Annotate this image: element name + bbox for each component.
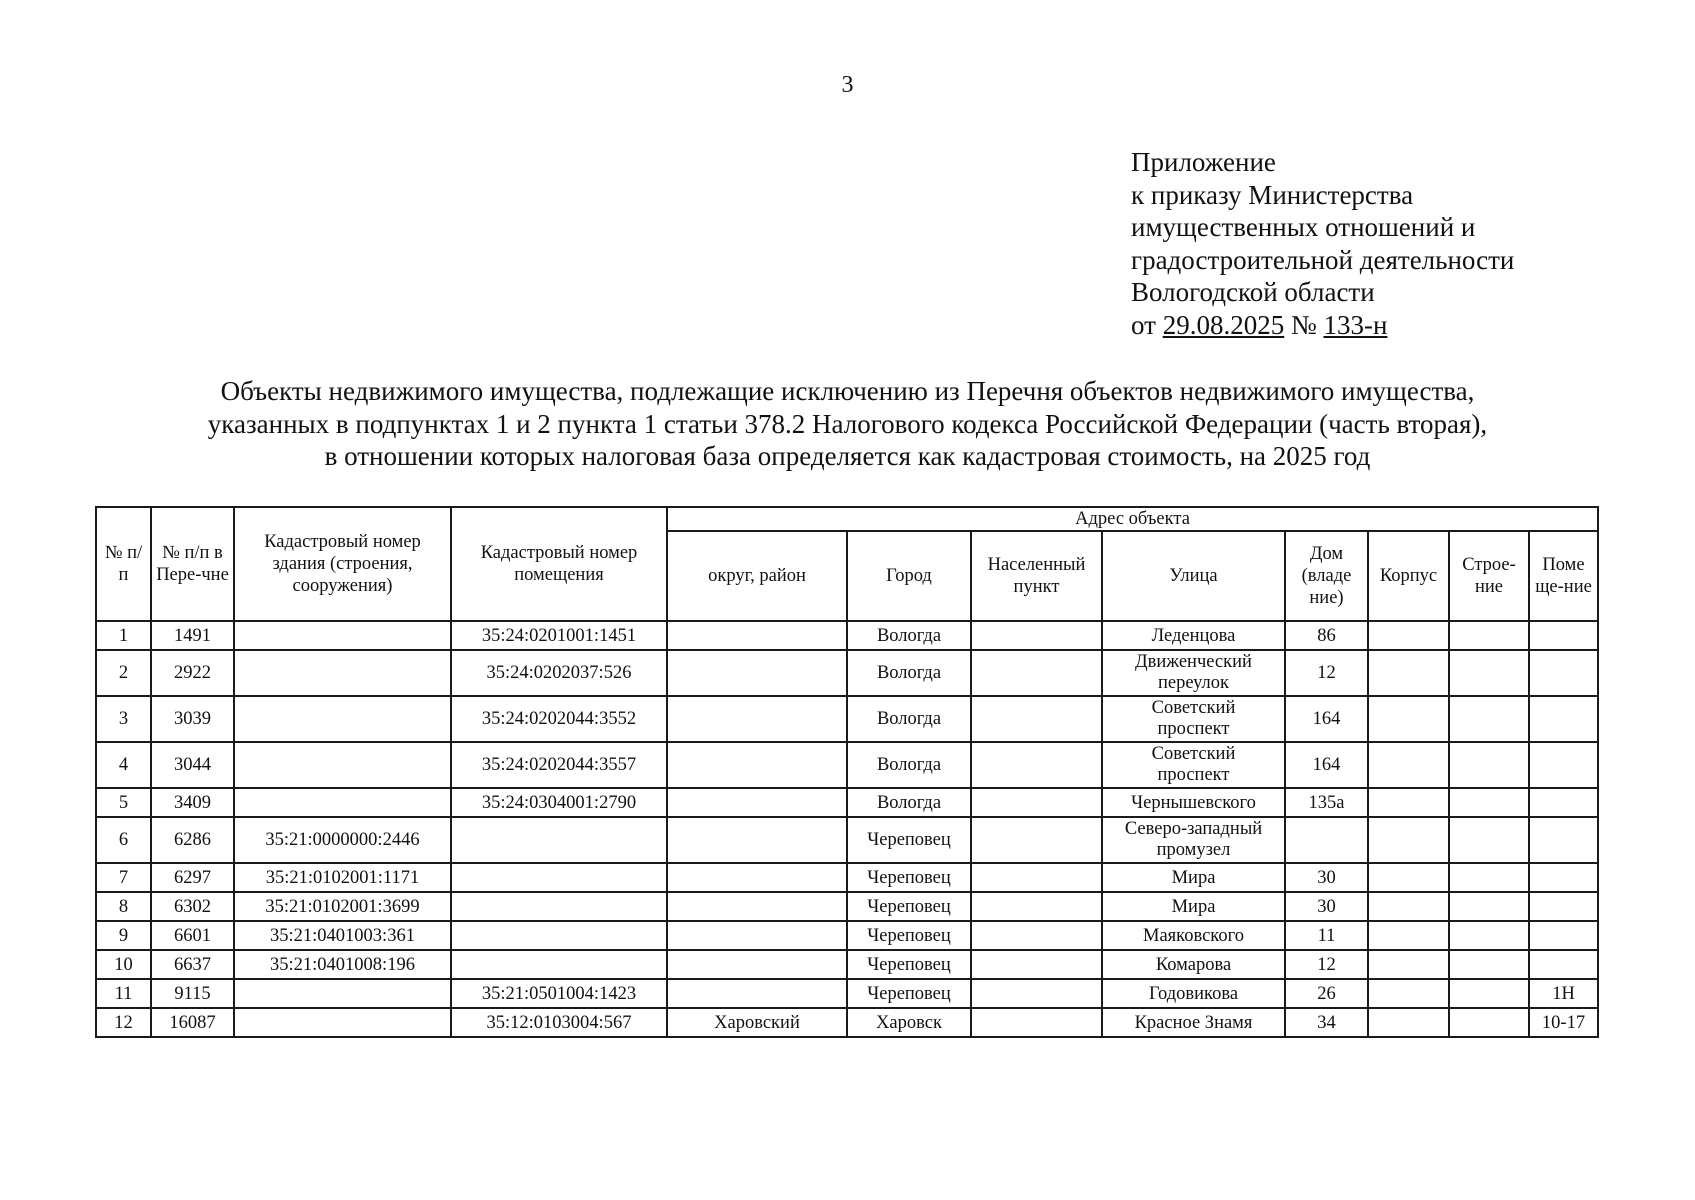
cell-num: 1 bbox=[96, 621, 151, 650]
cell-room bbox=[1529, 892, 1598, 921]
cell-prem: 35:21:0501004:1423 bbox=[451, 979, 667, 1008]
cell-street: Леденцова bbox=[1102, 621, 1285, 650]
cell-building bbox=[1449, 921, 1529, 950]
cell-settlement bbox=[971, 621, 1102, 650]
cell-korpus bbox=[1368, 1008, 1449, 1037]
cell-room: 10-17 bbox=[1529, 1008, 1598, 1037]
cell-room bbox=[1529, 621, 1598, 650]
table-row bbox=[96, 788, 1598, 817]
cell-korpus bbox=[1368, 742, 1449, 788]
header-room: Поме ще-ние bbox=[1529, 531, 1598, 621]
cell-building bbox=[1449, 863, 1529, 892]
header-address-group: Адрес объекта bbox=[667, 507, 1598, 531]
cell-street: Красное Знамя bbox=[1102, 1008, 1285, 1037]
cell-district bbox=[667, 650, 847, 696]
cell-prem: 35:24:0202044:3552 bbox=[451, 696, 667, 742]
cell-num: 3 bbox=[96, 696, 151, 742]
cell-district bbox=[667, 921, 847, 950]
cell-list: 6286 bbox=[151, 817, 234, 863]
cell-list: 9115 bbox=[151, 979, 234, 1008]
cell-korpus bbox=[1368, 788, 1449, 817]
cell-street: Чернышевского bbox=[1102, 788, 1285, 817]
cell-prem: 35:12:0103004:567 bbox=[451, 1008, 667, 1037]
cell-city: Вологда bbox=[847, 696, 971, 742]
title-line: указанных в подпунктах 1 и 2 пункта 1 статьи 378.2 Налогового кодекса Российской Федерации (часть вторая), bbox=[207, 408, 1488, 439]
cell-prem bbox=[451, 817, 667, 863]
cell-house bbox=[1285, 817, 1368, 863]
cell-korpus bbox=[1368, 863, 1449, 892]
table-body bbox=[96, 621, 1598, 1037]
cell-settlement bbox=[971, 742, 1102, 788]
cell-room bbox=[1529, 650, 1598, 696]
cell-building bbox=[1449, 1008, 1529, 1037]
table-row bbox=[96, 817, 1598, 863]
cell-building bbox=[1449, 788, 1529, 817]
cell-bld bbox=[234, 696, 451, 742]
header-list-num: № п/п в Пере-чне bbox=[151, 507, 234, 621]
table-row bbox=[96, 1008, 1598, 1037]
cell-korpus bbox=[1368, 950, 1449, 979]
cell-city: Череповец bbox=[847, 950, 971, 979]
cell-list: 16087 bbox=[151, 1008, 234, 1037]
appendix-date-line bbox=[1131, 309, 1514, 342]
cell-bld bbox=[234, 1008, 451, 1037]
document-title bbox=[0, 375, 1695, 473]
cell-room: 1Н bbox=[1529, 979, 1598, 1008]
page-number: 3 bbox=[841, 72, 854, 98]
cell-settlement bbox=[971, 921, 1102, 950]
street-line: проспект bbox=[1157, 719, 1230, 739]
cell-num: 12 bbox=[96, 1008, 151, 1037]
cell-house: 26 bbox=[1285, 979, 1368, 1008]
cell-num: 7 bbox=[96, 863, 151, 892]
cell-korpus bbox=[1368, 696, 1449, 742]
cell-korpus bbox=[1368, 621, 1449, 650]
cell-bld: 35:21:0401008:196 bbox=[234, 950, 451, 979]
header-building: Строе-ние bbox=[1449, 531, 1529, 621]
header-premises-cadastral: Кадастровый номер помещения bbox=[451, 507, 667, 621]
cell-settlement bbox=[971, 1008, 1102, 1037]
cell-room bbox=[1529, 817, 1598, 863]
cell-settlement bbox=[971, 650, 1102, 696]
cell-building bbox=[1449, 950, 1529, 979]
cell-settlement bbox=[971, 788, 1102, 817]
cell-building bbox=[1449, 979, 1529, 1008]
street-line: Движенческий bbox=[1135, 652, 1252, 672]
cell-city: Череповец bbox=[847, 921, 971, 950]
cell-num: 11 bbox=[96, 979, 151, 1008]
header-korpus: Корпус bbox=[1368, 531, 1449, 621]
cell-num: 6 bbox=[96, 817, 151, 863]
appendix-line: градостроительной деятельности bbox=[1131, 244, 1515, 275]
cell-street bbox=[1102, 650, 1285, 696]
cell-district: Харовский bbox=[667, 1008, 847, 1037]
cell-settlement bbox=[971, 817, 1102, 863]
cell-house: 30 bbox=[1285, 863, 1368, 892]
cell-list: 6302 bbox=[151, 892, 234, 921]
cell-building bbox=[1449, 696, 1529, 742]
appendix-line: Вологодской области bbox=[1131, 277, 1375, 307]
cell-city: Вологда bbox=[847, 788, 971, 817]
cell-district bbox=[667, 621, 847, 650]
cell-house: 11 bbox=[1285, 921, 1368, 950]
cell-bld bbox=[234, 788, 451, 817]
cell-korpus bbox=[1368, 817, 1449, 863]
header-district: округ, район bbox=[667, 531, 847, 621]
cell-house: 86 bbox=[1285, 621, 1368, 650]
cell-list: 6601 bbox=[151, 921, 234, 950]
cell-building bbox=[1449, 621, 1529, 650]
cell-district bbox=[667, 892, 847, 921]
cell-room bbox=[1529, 696, 1598, 742]
appendix-line: имущественных отношений и bbox=[1131, 212, 1476, 242]
table-row bbox=[96, 742, 1598, 788]
cell-district bbox=[667, 817, 847, 863]
cell-district bbox=[667, 788, 847, 817]
cell-house: 30 bbox=[1285, 892, 1368, 921]
cell-street: Мира bbox=[1102, 863, 1285, 892]
cell-bld bbox=[234, 742, 451, 788]
number-prefix: № bbox=[1290, 309, 1317, 340]
cell-settlement bbox=[971, 950, 1102, 979]
street-line: Советский bbox=[1151, 744, 1236, 764]
cell-num: 2 bbox=[96, 650, 151, 696]
cell-street bbox=[1102, 696, 1285, 742]
cell-street: Комарова bbox=[1102, 950, 1285, 979]
cell-bld: 35:21:0102001:1171 bbox=[234, 863, 451, 892]
header-num: № п/п bbox=[96, 507, 151, 621]
street-line: Советский bbox=[1151, 698, 1236, 718]
cell-num: 4 bbox=[96, 742, 151, 788]
cell-korpus bbox=[1368, 892, 1449, 921]
cell-house: 34 bbox=[1285, 1008, 1368, 1037]
cell-district bbox=[667, 950, 847, 979]
cell-street: Годовикова bbox=[1102, 979, 1285, 1008]
cell-korpus bbox=[1368, 921, 1449, 950]
cell-settlement bbox=[971, 696, 1102, 742]
appendix-line: к приказу Министерства bbox=[1131, 179, 1414, 210]
cell-bld bbox=[234, 650, 451, 696]
cell-room bbox=[1529, 921, 1598, 950]
cell-bld: 35:21:0102001:3699 bbox=[234, 892, 451, 921]
cell-bld bbox=[234, 979, 451, 1008]
appendix-line: Приложение bbox=[1131, 147, 1276, 177]
cell-prem bbox=[451, 921, 667, 950]
cell-district bbox=[667, 863, 847, 892]
cell-num: 5 bbox=[96, 788, 151, 817]
cell-bld bbox=[234, 621, 451, 650]
cell-building bbox=[1449, 817, 1529, 863]
cell-house: 164 bbox=[1285, 696, 1368, 742]
cell-street bbox=[1102, 742, 1285, 788]
header-house: Дом (владе ние) bbox=[1285, 531, 1368, 621]
cell-district bbox=[667, 742, 847, 788]
cell-district bbox=[667, 696, 847, 742]
cell-prem: 35:24:0201001:1451 bbox=[451, 621, 667, 650]
cell-list: 6297 bbox=[151, 863, 234, 892]
cell-num: 10 bbox=[96, 950, 151, 979]
order-number: 133-н bbox=[1323, 309, 1388, 340]
cell-settlement bbox=[971, 863, 1102, 892]
cell-city: Череповец bbox=[847, 979, 971, 1008]
cell-room bbox=[1529, 863, 1598, 892]
cell-city: Череповец bbox=[847, 817, 971, 863]
cell-settlement bbox=[971, 892, 1102, 921]
cell-city: Вологда bbox=[847, 742, 971, 788]
cell-city: Вологда bbox=[847, 650, 971, 696]
date-prefix: от bbox=[1131, 309, 1156, 340]
header-city: Город bbox=[847, 531, 971, 621]
cell-district bbox=[667, 979, 847, 1008]
table-row bbox=[96, 650, 1598, 696]
cell-house: 12 bbox=[1285, 950, 1368, 979]
order-date: 29.08.2025 bbox=[1162, 309, 1285, 340]
table-row bbox=[96, 621, 1598, 650]
cell-city: Череповец bbox=[847, 863, 971, 892]
cell-street: Маяковского bbox=[1102, 921, 1285, 950]
appendix-block bbox=[1131, 146, 1514, 341]
cell-house: 135а bbox=[1285, 788, 1368, 817]
cell-prem: 35:24:0202037:526 bbox=[451, 650, 667, 696]
cell-list: 1491 bbox=[151, 621, 234, 650]
cell-list: 3409 bbox=[151, 788, 234, 817]
cell-korpus bbox=[1368, 650, 1449, 696]
cell-room bbox=[1529, 788, 1598, 817]
cell-city: Череповец bbox=[847, 892, 971, 921]
header-settlement: Населенный пункт bbox=[971, 531, 1102, 621]
cell-korpus bbox=[1368, 979, 1449, 1008]
cell-prem bbox=[451, 892, 667, 921]
cell-list: 2922 bbox=[151, 650, 234, 696]
table-row bbox=[96, 892, 1598, 921]
cell-settlement bbox=[971, 979, 1102, 1008]
title-line: Объекты недвижимого имущества, подлежащие исключению из Перечня объектов недвижимого имущества, bbox=[220, 376, 1475, 406]
cell-prem: 35:24:0304001:2790 bbox=[451, 788, 667, 817]
cell-prem bbox=[451, 863, 667, 892]
cell-city: Харовск bbox=[847, 1008, 971, 1037]
cell-bld: 35:21:0000000:2446 bbox=[234, 817, 451, 863]
cell-prem: 35:24:0202044:3557 bbox=[451, 742, 667, 788]
cell-house: 164 bbox=[1285, 742, 1368, 788]
cell-list: 3044 bbox=[151, 742, 234, 788]
cell-list: 3039 bbox=[151, 696, 234, 742]
table-row bbox=[96, 979, 1598, 1008]
cell-num: 8 bbox=[96, 892, 151, 921]
title-line: в отношении которых налоговая база определяется как кадастровая стоимость, на 2025 год bbox=[324, 441, 1371, 471]
street-line: переулок bbox=[1157, 673, 1230, 693]
cell-room bbox=[1529, 950, 1598, 979]
cell-prem bbox=[451, 950, 667, 979]
table-row bbox=[96, 696, 1598, 742]
street-line: промузел bbox=[1156, 840, 1231, 860]
cell-street: Мира bbox=[1102, 892, 1285, 921]
table-row bbox=[96, 950, 1598, 979]
cell-num: 9 bbox=[96, 921, 151, 950]
property-table bbox=[95, 506, 1599, 1038]
cell-list: 6637 bbox=[151, 950, 234, 979]
cell-building bbox=[1449, 650, 1529, 696]
cell-house: 12 bbox=[1285, 650, 1368, 696]
cell-building bbox=[1449, 742, 1529, 788]
street-line: Северо-западный bbox=[1124, 819, 1263, 839]
cell-building bbox=[1449, 892, 1529, 921]
header-building-cadastral: Кадастровый номер здания (строения, сооружения) bbox=[234, 507, 451, 621]
table-row bbox=[96, 863, 1598, 892]
header-street: Улица bbox=[1102, 531, 1285, 621]
cell-room bbox=[1529, 742, 1598, 788]
cell-street bbox=[1102, 817, 1285, 863]
street-line: проспект bbox=[1157, 765, 1230, 785]
table-row bbox=[96, 921, 1598, 950]
cell-bld: 35:21:0401003:361 bbox=[234, 921, 451, 950]
cell-city: Вологда bbox=[847, 621, 971, 650]
